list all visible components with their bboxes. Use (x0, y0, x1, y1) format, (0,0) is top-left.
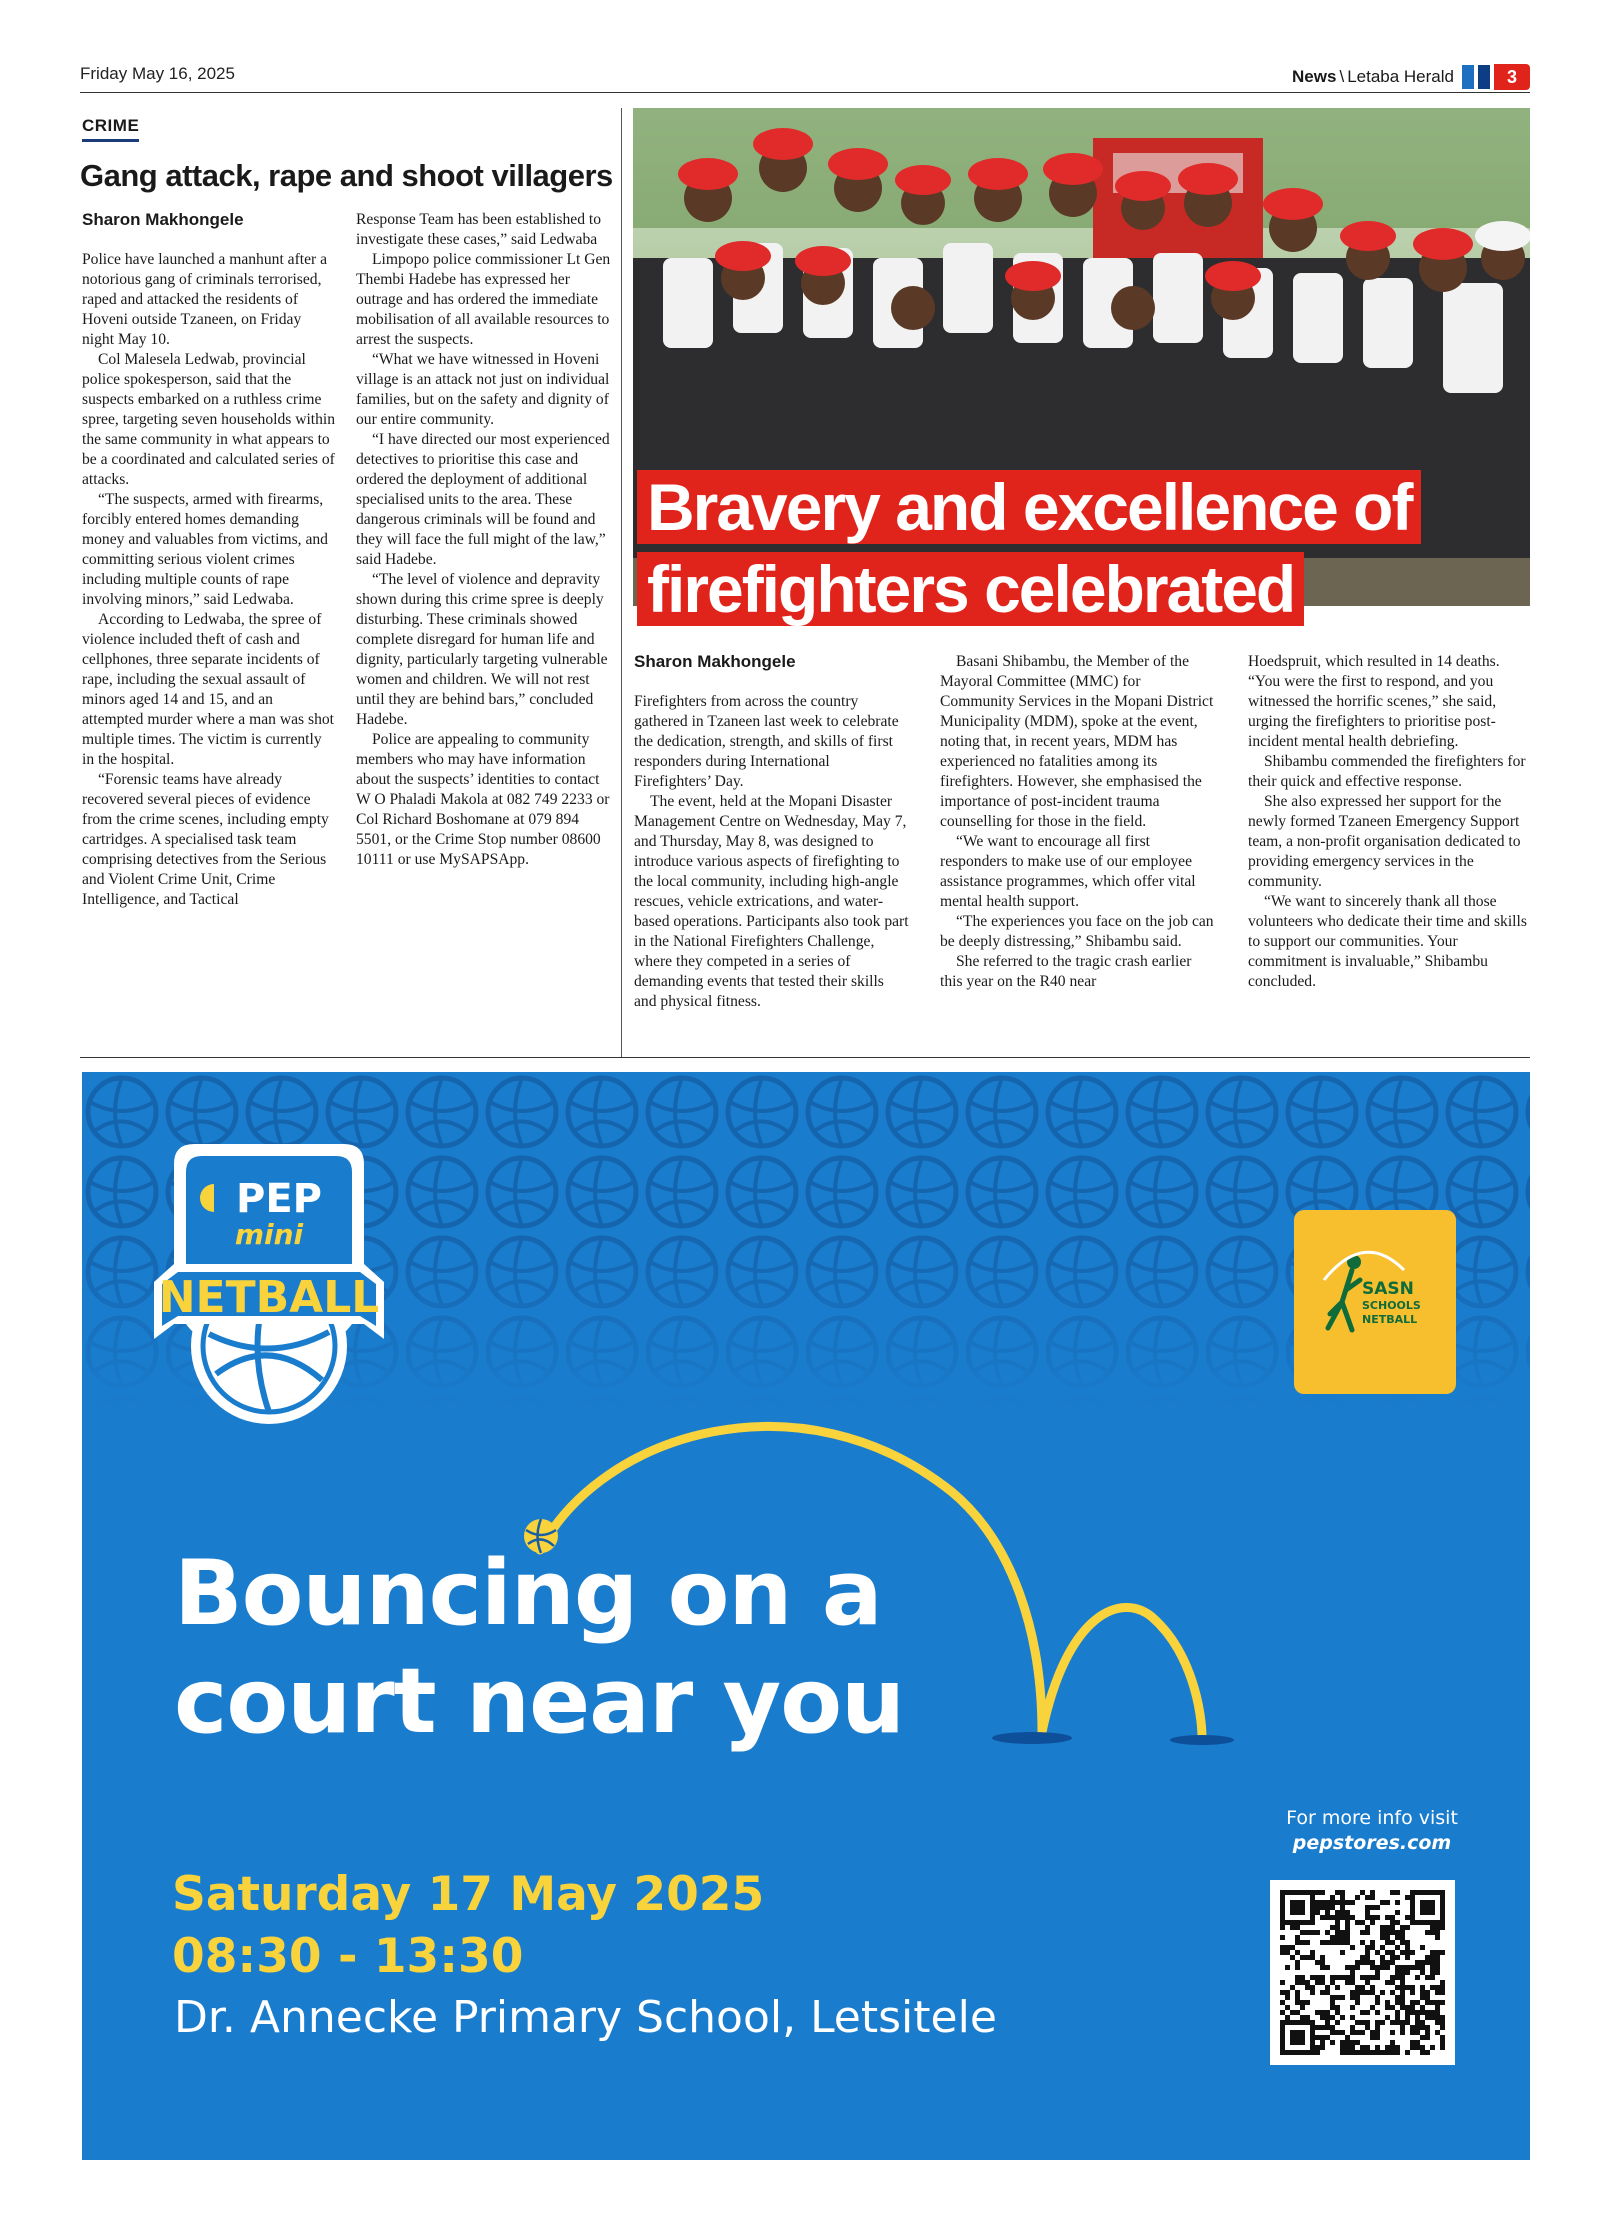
fire-headline (637, 466, 1497, 630)
more-info-label: For more info visit (1286, 1807, 1458, 1829)
article-bottom-rule (80, 1057, 1530, 1058)
masthead (1292, 64, 1530, 90)
website-link[interactable]: pepstores.com (1292, 1832, 1452, 1854)
event-date: Saturday 17 May 2025 (172, 1867, 765, 1922)
brand-block-light (1462, 65, 1474, 89)
sasn-name: SASN (1362, 1279, 1414, 1299)
event-venue: Dr. Annecke Primary School, Letsitele (174, 1992, 997, 2043)
sasn-text (1362, 1280, 1421, 1327)
qr-code[interactable] (1270, 1880, 1455, 2065)
more-info (1272, 1806, 1472, 1856)
fire-column-3 (1248, 652, 1530, 992)
paragraph: “Forensic teams have already recovered several pieces of evidence from the crime scenes, including empty cartridges. A specialised task team comprising detectives from the Serious and Violent Crime Unit, Crime Intelligence, and Tactical (82, 771, 329, 908)
paragraph: Shibambu commended the firefighters for their quick and effective response. (1248, 753, 1526, 790)
paragraph: Firefighters from across the country gathered in Tzaneen last week to celebrate the dedication, strength, and skills of first responders during International Firefighters’ Day. (634, 693, 899, 790)
paragraph: “The experiences you face on the job can be deeply distressing,” Shibambu said. (940, 913, 1214, 950)
paragraph: “The suspects, armed with firearms, forcibly entered homes demanding money and valuables from victims, and committing serious violent crimes including multiple counts of rape involving minors,” said Ledwaba. (82, 491, 328, 608)
paragraph: “What we have witnessed in Hoveni village is an attack not just on individual families, but on the safety and dignity of our entire community. (356, 351, 610, 428)
column-divider (621, 108, 622, 1058)
paragraph: “The level of violence and depravity shown during this crime spree is deeply disturbing. These criminals showed complete disregard for human life and dignity, particularly targeting vulnerable women and children. We will not rest until they are behind bars,” concluded Hadebe. (356, 571, 608, 728)
page-number: 3 (1494, 64, 1530, 90)
paragraph: Hoedspruit, which resulted in 14 deaths. “You were the first to respond, and you witnessed the horrific scenes,” she said, urging the firefighters to prioritise post-incident mental health debriefing. (1248, 653, 1500, 750)
logo-sport-text: NETBALL (158, 1272, 380, 1323)
paragraph: Basani Shibambu, the Member of the Mayoral Committee (MMC) for Community Services in the Mopani District Municipality (MDM), spoke at the event, noting that, in recent years, MDM has experienced no fatalities among its firefighters. However, she emphasised the importance of post-incident trauma counselling for those in the field. (940, 653, 1214, 830)
pep-netball-advert (82, 1072, 1530, 2160)
section-name: News (1292, 67, 1337, 86)
issue-date: Friday May 16, 2025 (80, 64, 235, 83)
logo-mini-text: mini (234, 1218, 304, 1251)
paragraph: She referred to the tragic crash earlier this year on the R40 near (940, 953, 1192, 990)
crime-column-2 (356, 210, 611, 870)
event-datetime (172, 1864, 764, 1988)
qr-code-graphic (1270, 1880, 1455, 2065)
paper-name: Letaba Herald (1347, 67, 1454, 86)
crime-headline: Gang attack, rape and shoot villagers (80, 158, 613, 193)
brand-block-dark (1478, 65, 1490, 89)
paragraph: Police have launched a manhunt after a notorious gang of criminals terrorised, raped and attacked the residents of Hoveni outside Tzaneen, on Friday night May 10. (82, 251, 328, 348)
paragraph: “We want to sincerely thank all those volunteers who dedicate their time and skills to support our communities. Your commitment is invaluable,” Shibambu concluded. (1248, 893, 1527, 990)
pep-mini-netball-logo (154, 1134, 444, 1444)
ad-headline-line-2: court near you (174, 1649, 905, 1754)
fire-column-2 (940, 652, 1216, 992)
ad-headline-line-1: Bouncing on a (174, 1541, 882, 1646)
paragraph: Limpopo police commissioner Lt Gen Thembi Hadebe has expressed her outrage and has ordered the immediate mobilisation of all available resources to arrest the suspects. (356, 251, 611, 348)
ad-headline (174, 1540, 904, 1756)
paragraph: Police are appealing to community members who may have information about the suspects’ identities to contact W O Phaladi Makola at 082 749 2233 or Col Richard Boshomane at 079 894 5501, or the Crime Stop number 08600 10111 or use MySAPSApp. (356, 731, 610, 868)
paragraph: According to Ledwaba, the spree of violence included theft of cash and cellphones, three separate incidents of rape, including the sexual assault of minors aged 14 and 15, and an attempted murder where a man was shot multiple times. The victim is currently in the hospital. (82, 611, 335, 768)
paragraph: Response Team has been established to investigate these cases,” said Ledwaba (356, 211, 602, 248)
sasn-schools: SCHOOLS (1362, 1299, 1421, 1312)
crime-byline: Sharon Makhongele (82, 210, 244, 229)
paragraph: She also expressed her support for the newly formed Tzaneen Emergency Support team, a non-profit organisation dedicated to providing emergency services in the community. (1248, 793, 1521, 890)
paragraph: Col Malesela Ledwab, provincial police spokesperson, said that the suspects embarked on a ruthless crime spree, targeting seven households within the same community in what appears to be a coordinated and calculated series of attacks. (82, 351, 336, 488)
masthead-separator: \ (1339, 67, 1345, 86)
fire-byline: Sharon Makhongele (634, 652, 796, 671)
paragraph: “We want to encourage all first responders to make use of our employee assistance programmes, which offer vital mental health support. (940, 833, 1196, 910)
event-time: 08:30 - 13:30 (172, 1929, 524, 1984)
fire-column-1 (634, 692, 909, 1012)
sasn-schools-netball-logo (1294, 1210, 1456, 1394)
section-label: CRIME (82, 116, 139, 142)
logo-brand-text: PEP (236, 1176, 322, 1222)
paragraph: The event, held at the Mopani Disaster Management Centre on Wednesday, May 7, and Thursday, May 8, was designed to introduce various aspects of firefighting to the local community, including high-angle rescues, vehicle extrications, and water-based operations. Participants also took part in the National Firefighters Challenge, where they competed in a series of demanding events that tested their skills and physical fitness. (634, 793, 909, 1010)
crime-column-1 (82, 250, 337, 910)
header-rule (80, 92, 1530, 93)
sasn-netball: NETBALL (1362, 1313, 1418, 1326)
paragraph: “I have directed our most experienced detectives to prioritise this case and ordered the deployment of additional specialised units to the area. These dangerous criminals will be found and they will face the full might of the law,” said Hadebe. (356, 431, 610, 568)
fire-headline-text: Bravery and excellence of firefighters celebrated (637, 470, 1421, 626)
